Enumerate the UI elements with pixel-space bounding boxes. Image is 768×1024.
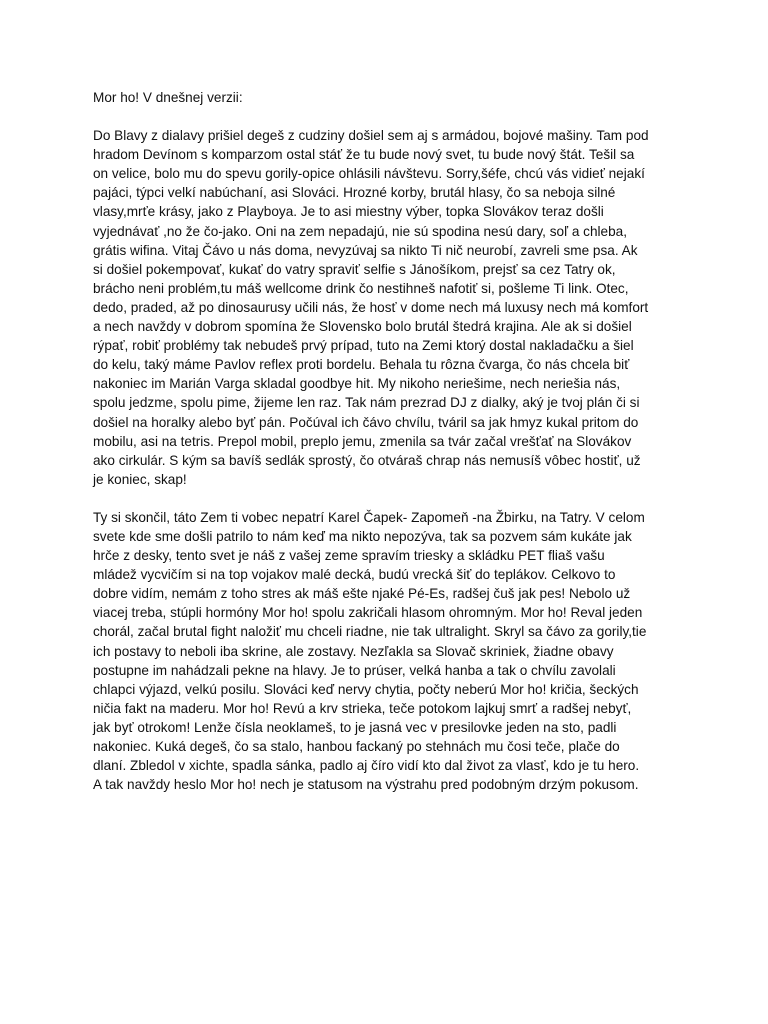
paragraph-1-line: dedo, praded, až po dinosaurusy učili nás, že hosť v dome nech má luxusy nech má komfort: [93, 299, 649, 315]
paragraph-1-line: mobilu, asi na tetris. Prepol mobil, preplo jemu, zmenila sa tvár začal vrešťať na Slovákov: [93, 433, 632, 449]
title-text: Mor ho! V dnešnej verzii:: [93, 90, 243, 105]
paragraph-1-line: brácho neni problém,tu máš wellcome drink čo nestihneš nafotiť si, pošleme Ti link. Otec,: [93, 280, 629, 296]
paragraph-1-line: a nech navždy v dobrom spomína že Slovensko bolo brutál štedrá krajina. Ale ak si došiel: [93, 319, 632, 335]
paragraph-2-line: A tak navždy heslo Mor ho! nech je statusom na výstrahu pred podobným drzým pokusom.: [93, 777, 639, 793]
document-page: [93, 88, 683, 813]
paragraph-1-line: ako cirkulár. S kým sa bavíš sedlák sprostý, čo otváraš chrap nás nemusíš vôbec hostiť, už: [93, 452, 641, 468]
paragraph-1-line: grátis wifina. Vitaj Čávo u nás doma, nevyzúvaj sa nikto Ti nič neurobí, zavreli sme psa. Ak: [93, 242, 638, 258]
paragraph-1: [93, 126, 683, 489]
paragraph-2-line: ničia fakt na maderu. Mor ho! Revú a krv strieka, teče potokom lajkuj smrť a radšej nebyť,: [93, 700, 632, 716]
document-title: [93, 88, 683, 107]
paragraph-1-line: Do Blavy z dialavy prišiel degeš z cudziny došiel sem aj s armádou, bojové mašiny. Tam pod: [93, 128, 649, 144]
paragraph-1-line: vlasy,mrťe krásy, jako z Playboya. Je to asi miestny výber, topka Slovákov teraz došli: [93, 204, 604, 220]
paragraph-2-line: dobre vidím, nemám z toho stres ak máš ešte njaké Pé-Es, radšej čuš jak pes! Nebolo už: [93, 586, 631, 602]
paragraph-2-line: chlapci výjazd, velkú posilu. Slováci keď nervy chytia, počty neberú Mor ho! kričia, šeckých: [93, 681, 639, 697]
paragraph-1-line: si došiel pokempovať, kukať do vatry spraviť selfie s Jánošíkom, prejsť sa cez Tatry ok,: [93, 261, 616, 277]
paragraph-1-line: vyjednávať ,no že čo-jako. Oni na zem nepadajú, nie sú spodina nesú dary, soľ a chleba,: [93, 223, 628, 239]
paragraph-2-line: Ty si skončil, táto Zem ti vobec nepatrí Karel Čapek- Zapomeň -na Žbirku, na Tatry. V celom: [93, 509, 645, 525]
paragraph-2-line: nakoniec. Kuká degeš, čo sa stalo, hanbou fackaný po stehnách mu čosi teče, plače do: [93, 739, 620, 754]
paragraph-1-line: do kelu, taký máme Pavlov reflex proti bordelu. Behala tu rôzna čvarga, čo nás chcela biť: [93, 357, 630, 373]
paragraph-1-line: rýpať, robiť problémy tak nebudeš prvý prípad, tuto na Zemi ktorý dostal nakladačku a šiel: [93, 338, 634, 354]
paragraph-1-line: nakoniec im Marián Varga skladal goodbye hit. My nikoho neriešime, nech neriešia nás,: [93, 376, 621, 392]
paragraph-1-line: je koniec, skap!: [93, 471, 187, 487]
paragraph-1-line: hradom Devínom s komparzom ostal stáť že tu bude nový svet, tu bude nový štát. Tešil sa: [93, 147, 635, 163]
paragraph-2-line: hrče z desky, tento svet je náš z vašej zeme spravím triesky a skládku PET fliaš vašu: [93, 548, 605, 564]
paragraph-2-line: ich postavy to neboli iba skrine, ale zostavy. Nezľakla sa Slovač skriniek, žiadne obavy: [93, 643, 614, 659]
paragraph-2-line: postupne im nahádzali pekne na hlavy. Je to prúser, velká hanba a tak o chvílu zavolali: [93, 662, 616, 678]
paragraph-1-line: došiel na horalky alebo byť pán. Počúval ich čávo chvílu, tváril sa jak hmyz kukal pritom do: [93, 414, 639, 430]
paragraph-2-line: jak byť otrokom! Lenže čísla neoklameš, to je jasná vec v presilovke jeden na sto, padli: [93, 719, 617, 735]
paragraph-1-line: on velice, bolo mu do spevu gorily-opice ohlásili návštevu. Sorry,šéfe, chcú vás vidieť nejakí: [93, 166, 645, 182]
paragraph-2-line: chorál, začal brutal fight naložiť mu chceli riadne, nie tak ultralight. Skryl sa čávo za gorily,tie: [93, 624, 647, 640]
paragraph-2-line: mládež vycvičím si na top vojakov malé decká, budú vrecká šiť do teplákov. Celkovo to: [93, 567, 616, 583]
paragraph-2-line: svete kde sme došli patrilo to nám keď ma nikto nepozýva, tak sa pozvem sám kukáte jak: [93, 528, 632, 544]
paragraph-1-line: pajáci, týpci velkí nabúchaní, asi Slováci. Hrozné korby, brutál hlasy, čo sa neboja silné: [93, 185, 616, 201]
paragraph-2: [93, 508, 683, 794]
paragraph-2-line: viacej treba, stúpli hormóny Mor ho! spolu zakričali hlasom ohromným. Mor ho! Reval jeden: [93, 605, 643, 621]
paragraph-2-line: dlaní. Zbledol v xichte, spadla sánka, padlo aj číro vidí kto dal život za vlasť, kdo je tu hero.: [93, 758, 640, 774]
paragraph-1-line: spolu jedzme, spolu pime, žijeme len raz. Tak nám prezrad DJ z dialky, aký je tvoj plán či si: [93, 395, 640, 411]
